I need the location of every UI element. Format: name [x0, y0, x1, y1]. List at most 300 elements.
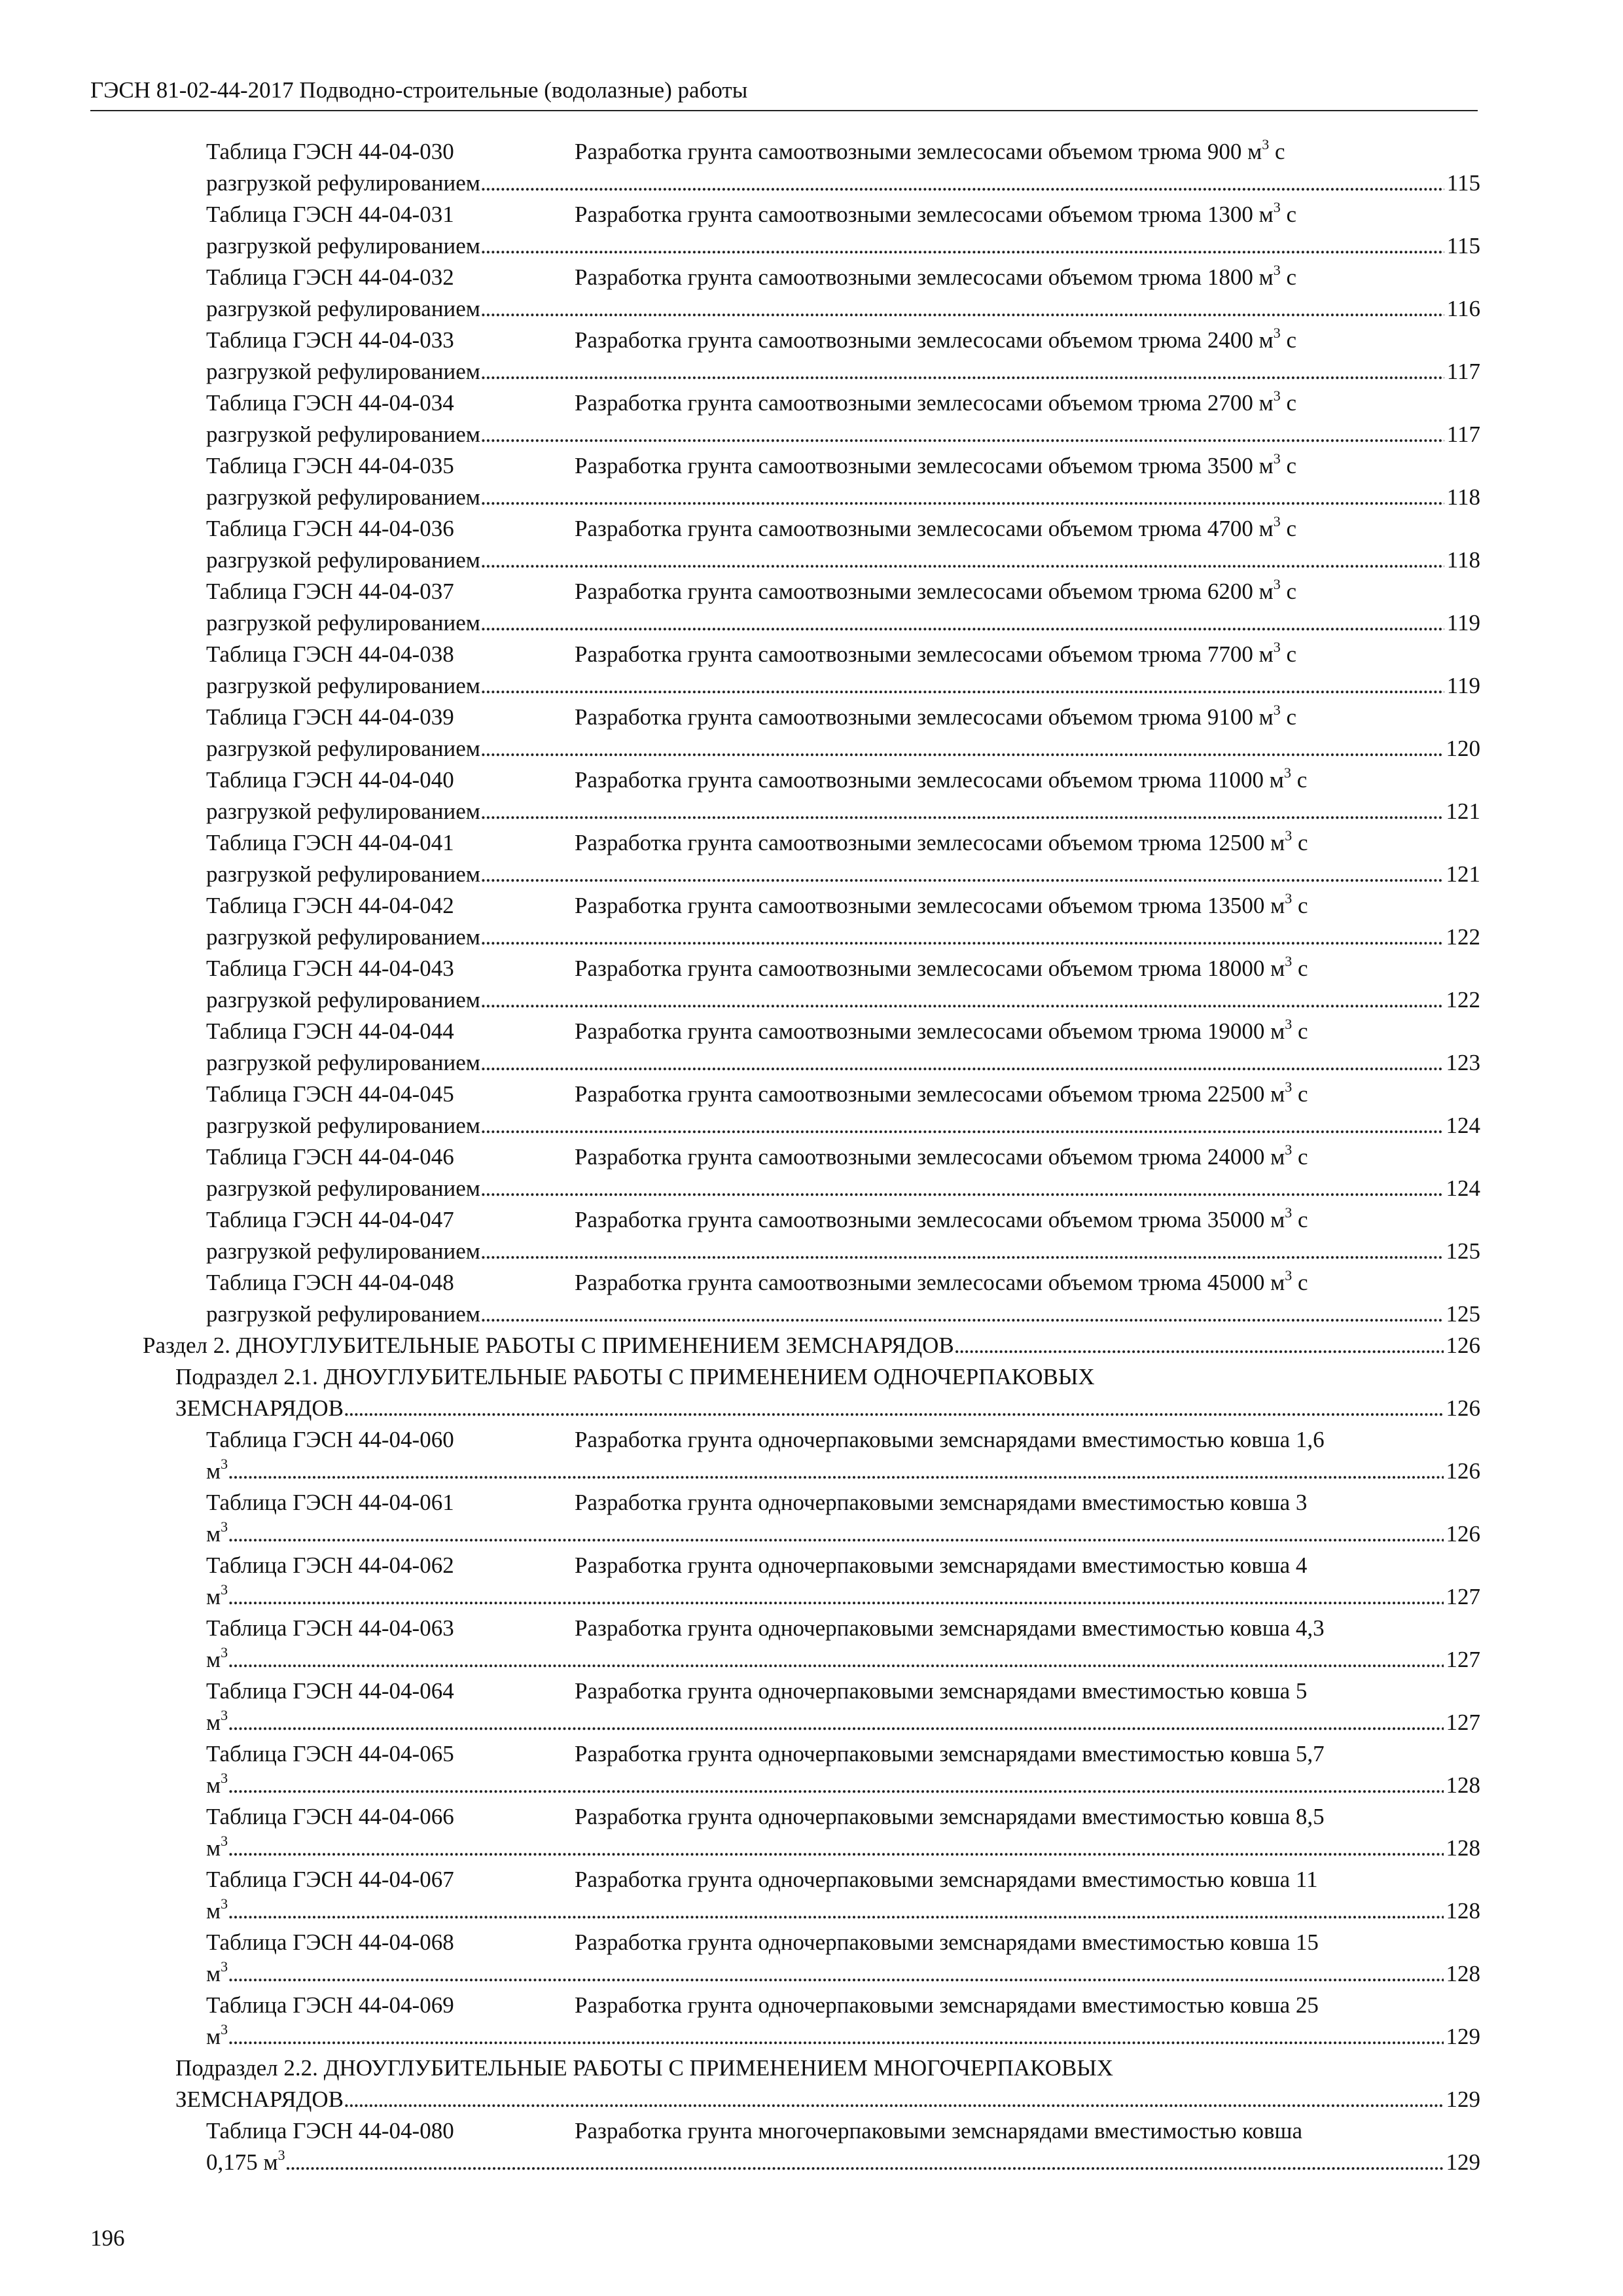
toc-entry-description-text: Разработка грунта одночерпаковыми земснарядами вместимостью ковша 25 — [575, 1992, 1319, 2018]
superscript-3: 3 — [1285, 1141, 1293, 1158]
toc-dot-leader — [228, 1644, 1443, 1676]
toc-leader — [143, 1330, 1480, 1361]
toc-entry-title-line — [206, 1927, 1480, 1958]
toc-entry-description-tail: с — [1292, 1018, 1308, 1044]
toc-entry-description-tail: с — [1280, 641, 1297, 667]
toc-entry-text-value: разгрузкой рефулированием — [206, 296, 480, 321]
toc-page-number[interactable]: 115 — [1446, 233, 1480, 259]
toc-dot-leader — [480, 796, 1444, 827]
toc-entry-leader-line — [206, 2147, 1480, 2178]
toc-entry-text — [206, 859, 480, 890]
toc-entry-code: Таблица ГЭСН 44-04-063 — [206, 1615, 454, 1641]
toc-entry-text-value: м — [206, 1584, 221, 1609]
toc-page-number[interactable]: 127 — [1446, 1647, 1480, 1672]
toc-entry-title-line — [206, 1676, 1480, 1707]
toc-entry-leader-line — [206, 922, 1480, 953]
toc-entry-description-tail: с — [1292, 830, 1308, 855]
toc-page-number[interactable]: 122 — [1446, 987, 1480, 1013]
toc-page-number[interactable]: 124 — [1446, 1175, 1480, 1201]
toc-entry-description — [575, 702, 1296, 733]
toc-leader — [206, 1581, 1480, 1613]
toc-entry-description-text: Разработка грунта самоотвозными землесосами объемом трюма 1800 м — [575, 264, 1274, 290]
toc-entry-text — [206, 1644, 228, 1676]
toc-entry-title-line — [206, 387, 1480, 419]
toc-dot-leader — [480, 168, 1444, 199]
superscript-3: 3 — [1285, 1079, 1293, 1096]
toc-entry-description-text: Разработка грунта самоотвозными землесосами объемом трюма 24000 м — [575, 1144, 1285, 1170]
toc-entry-text-value: разгрузкой рефулированием — [206, 547, 480, 573]
toc-entry-leader-line — [206, 1581, 1480, 1613]
toc-dot-leader — [480, 230, 1444, 262]
toc-entry-description-tail: с — [1280, 516, 1297, 541]
toc-entry-code: Таблица ГЭСН 44-04-060 — [206, 1427, 454, 1452]
toc-entry-code: Таблица ГЭСН 44-04-042 — [206, 893, 454, 918]
toc-leader — [206, 796, 1480, 827]
toc-leader — [206, 545, 1480, 576]
toc-dot-leader — [480, 922, 1444, 953]
toc-leader — [206, 482, 1480, 513]
toc-dot-leader — [480, 1236, 1444, 1267]
superscript-3: 3 — [221, 1895, 228, 1912]
toc-entry-description — [575, 1550, 1307, 1581]
superscript-3: 3 — [221, 1833, 228, 1850]
toc-entry-text — [206, 1833, 228, 1864]
toc-subsection-text: Подраздел 2.2. ДНОУГЛУБИТЕЛЬНЫЕ РАБОТЫ С ПРИМЕНЕНИЕМ МНОГОЧЕРПАКОВЫХ — [175, 2055, 1114, 2081]
toc-entry-description — [575, 1927, 1319, 1958]
toc-entry-code: Таблица ГЭСН 44-04-080 — [206, 2118, 454, 2144]
toc-entry-text-value: м — [206, 1772, 221, 1798]
toc-entry-code: Таблица ГЭСН 44-04-062 — [206, 1552, 454, 1578]
toc-entry-code: Таблица ГЭСН 44-04-033 — [206, 327, 454, 353]
toc-entry-leader-line — [206, 1644, 1480, 1676]
toc-page-number[interactable]: 125 — [1446, 1238, 1480, 1264]
toc-entry-description-text: Разработка грунта самоотвозными землесосами объемом трюма 1300 м — [575, 202, 1274, 227]
toc-leader — [206, 230, 1480, 262]
superscript-3: 3 — [1273, 450, 1281, 467]
toc-page-number[interactable]: 117 — [1446, 422, 1480, 447]
toc-entry-description-text: Разработка грунта самоотвозными землесосами объемом трюма 19000 м — [575, 1018, 1285, 1044]
toc-page-number[interactable]: 127 — [1446, 1710, 1480, 1735]
toc-entry-code: Таблица ГЭСН 44-04-036 — [206, 516, 454, 541]
toc-entry-description — [575, 890, 1308, 922]
toc-entry-description — [575, 2115, 1302, 2147]
toc-entry-description-tail: с — [1292, 1081, 1308, 1107]
toc-entry-code: Таблица ГЭСН 44-04-061 — [206, 1490, 454, 1515]
toc-entry-description-tail: с — [1280, 579, 1297, 604]
toc-entry-text-value: разгрузкой рефулированием — [206, 1238, 480, 1264]
toc-leader — [206, 607, 1480, 639]
toc-entry-leader-line — [206, 984, 1480, 1016]
toc-entry-text — [206, 356, 480, 387]
toc-dot-leader — [480, 1299, 1444, 1330]
toc-dot-leader — [228, 1833, 1443, 1864]
toc-entry-description-text: Разработка грунта самоотвозными землесосами объемом трюма 45000 м — [575, 1270, 1285, 1295]
toc-entry-text-value: м — [206, 1961, 221, 1986]
toc-dot-leader — [480, 419, 1444, 450]
toc-entry-title-line — [206, 136, 1480, 168]
toc-leader — [206, 1173, 1480, 1204]
superscript-3: 3 — [1273, 513, 1281, 530]
toc-entry-leader-line — [206, 1770, 1480, 1801]
toc-entry-description-text: Разработка грунта самоотвозными землесосами объемом трюма 12500 м — [575, 830, 1285, 855]
toc-entry-text-value: м — [206, 1458, 221, 1484]
toc-entry-description-tail: с — [1280, 264, 1297, 290]
toc-entry-title-line — [206, 890, 1480, 922]
toc-entry-text — [206, 922, 480, 953]
toc-entry-code: Таблица ГЭСН 44-04-041 — [206, 830, 454, 855]
toc-entry-text-value: м — [206, 2024, 221, 2049]
toc-entry-title-line — [206, 325, 1480, 356]
superscript-3: 3 — [1285, 1267, 1293, 1284]
toc-entry-text-value: разгрузкой рефулированием — [206, 610, 480, 636]
superscript-3: 3 — [1285, 1204, 1293, 1221]
toc-dot-leader — [228, 1707, 1443, 1738]
superscript-3: 3 — [221, 1518, 228, 1535]
toc-entry-description — [575, 450, 1296, 482]
toc-entry-description-text: Разработка грунта одночерпаковыми земснарядами вместимостью ковша 8,5 — [575, 1804, 1325, 1829]
toc-page-number[interactable]: 126 — [1446, 1395, 1480, 1421]
toc-entry-description — [575, 1613, 1325, 1644]
toc-entry-text — [206, 1581, 228, 1613]
toc-entry-text-value: м — [206, 1647, 221, 1672]
toc-leader — [206, 1895, 1480, 1927]
toc-dot-leader — [480, 733, 1444, 764]
toc-entry-code: Таблица ГЭСН 44-04-031 — [206, 202, 454, 227]
toc-entry-text-value: разгрузкой рефулированием — [206, 1113, 480, 1138]
toc-entry-title-line — [206, 513, 1480, 545]
toc-entry-description-tail: с — [1280, 327, 1297, 353]
toc-entry-code: Таблица ГЭСН 44-04-035 — [206, 453, 454, 478]
toc-entry-description — [575, 576, 1296, 607]
toc-entry-text — [206, 419, 480, 450]
toc-subsection-text: Подраздел 2.1. ДНОУГЛУБИТЕЛЬНЫЕ РАБОТЫ С ПРИМЕНЕНИЕМ ОДНОЧЕРПАКОВЫХ — [175, 1364, 1095, 1390]
toc-entry-leader-line — [206, 1895, 1480, 1927]
superscript-3: 3 — [221, 1581, 228, 1598]
superscript-3: 3 — [221, 1456, 228, 1473]
toc-entry-text-value: разгрузкой рефулированием — [206, 233, 480, 259]
superscript-3: 3 — [1283, 764, 1291, 781]
toc-dot-leader — [480, 1110, 1444, 1141]
toc-entry-text-value: Раздел 2. ДНОУГЛУБИТЕЛЬНЫЕ РАБОТЫ С ПРИМЕНЕНИЕМ ЗЕМСНАРЯДОВ — [143, 1333, 954, 1358]
toc-entry-description-text: Разработка грунта самоотвозными землесосами объемом трюма 35000 м — [575, 1207, 1285, 1232]
toc-entry-text — [143, 1330, 954, 1361]
toc-page-number[interactable]: 119 — [1446, 673, 1480, 698]
toc-entry-text-value: разгрузкой рефулированием — [206, 1301, 480, 1327]
toc-leader — [206, 419, 1480, 450]
toc-page-number[interactable]: 124 — [1446, 1113, 1480, 1138]
toc-entry-description — [575, 1801, 1325, 1833]
toc-leader — [206, 1456, 1480, 1487]
toc-page-number[interactable]: 128 — [1446, 1961, 1480, 1986]
toc-entry-code: Таблица ГЭСН 44-04-030 — [206, 139, 454, 164]
toc-entry-description — [575, 1424, 1325, 1456]
toc-entry-description-tail: с — [1280, 704, 1297, 730]
toc-section-line — [143, 1330, 1480, 1361]
toc-dot-leader — [344, 1393, 1443, 1424]
toc-entry-description-text: Разработка грунта самоотвозными землесосами объемом трюма 2700 м — [575, 390, 1274, 416]
toc-page-number[interactable]: 126 — [1446, 1521, 1480, 1547]
toc-leader — [206, 1958, 1480, 1990]
toc-page-number[interactable]: 116 — [1446, 296, 1480, 321]
toc-entry-description-text: Разработка грунта самоотвозными землесосами объемом трюма 2400 м — [575, 327, 1274, 353]
toc-entry-leader-line — [206, 545, 1480, 576]
toc-page-number[interactable]: 121 — [1446, 861, 1480, 887]
toc-entry-leader-line — [206, 1707, 1480, 1738]
toc-entry-description-text: Разработка грунта самоотвозными землесосами объемом трюма 3500 м — [575, 453, 1274, 478]
toc-leader — [206, 1110, 1480, 1141]
toc-entry-leader-line — [206, 2021, 1480, 2053]
toc-entry-description — [575, 1676, 1307, 1707]
toc-entry-text — [206, 1895, 228, 1927]
toc-entry-title-line — [206, 1079, 1480, 1110]
superscript-3: 3 — [221, 1958, 228, 1975]
superscript-3: 3 — [1262, 136, 1270, 153]
superscript-3: 3 — [1285, 890, 1293, 907]
toc-entry-text-value: разгрузкой рефулированием — [206, 673, 480, 698]
toc-entry-description — [575, 513, 1296, 545]
toc-entry-text-value: разгрузкой рефулированием — [206, 861, 480, 887]
toc-subsection-title — [175, 1361, 1480, 1393]
toc-entry-leader-line — [206, 1173, 1480, 1204]
toc-entry-leader-line — [206, 230, 1480, 262]
toc-page-number[interactable]: 118 — [1446, 547, 1480, 573]
toc-page-number[interactable]: 127 — [1446, 1584, 1480, 1609]
toc-leader — [206, 859, 1480, 890]
toc-entry-code: Таблица ГЭСН 44-04-068 — [206, 1929, 454, 1955]
toc-leader — [206, 356, 1480, 387]
toc-entry-description-tail: с — [1292, 1207, 1308, 1232]
toc-entry-code: Таблица ГЭСН 44-04-039 — [206, 704, 454, 730]
toc-entry-text — [206, 607, 480, 639]
toc-page-number[interactable]: 128 — [1446, 1772, 1480, 1798]
toc-page-number[interactable]: 122 — [1446, 924, 1480, 950]
toc-entry-title-line — [206, 450, 1480, 482]
toc-entry-code: Таблица ГЭСН 44-04-065 — [206, 1741, 454, 1767]
toc-entry-description-tail: с — [1269, 139, 1285, 164]
toc-page-number[interactable]: 126 — [1446, 1458, 1480, 1484]
toc-dot-leader — [228, 1895, 1443, 1927]
toc-leader — [206, 1236, 1480, 1267]
toc-entry-description-text: Разработка грунта одночерпаковыми земснарядами вместимостью ковша 4,3 — [575, 1615, 1325, 1641]
toc-leader — [175, 2084, 1480, 2115]
toc-leader — [206, 293, 1480, 325]
toc-leader — [206, 733, 1480, 764]
toc-entry-title-line — [206, 1016, 1480, 1047]
toc-entry-text — [206, 1047, 480, 1079]
toc-entry-code: Таблица ГЭСН 44-04-046 — [206, 1144, 454, 1170]
toc-entry-code: Таблица ГЭСН 44-04-040 — [206, 767, 454, 793]
toc-entry-title-line — [206, 1738, 1480, 1770]
toc-leader — [206, 1644, 1480, 1676]
toc-entry-text — [206, 2021, 228, 2053]
toc-leader — [206, 670, 1480, 702]
toc-entry-title-line — [206, 1267, 1480, 1299]
toc-entry-text — [206, 168, 480, 199]
toc-entry-code: Таблица ГЭСН 44-04-069 — [206, 1992, 454, 2018]
toc-entry-title-line — [206, 1487, 1480, 1518]
toc-dot-leader — [228, 1958, 1443, 1990]
toc-entry-text-value: разгрузкой рефулированием — [206, 422, 480, 447]
toc-entry-description — [575, 199, 1296, 230]
toc-entry-text — [206, 1173, 480, 1204]
toc-entry-text-value: ЗЕМСНАРЯДОВ — [175, 2087, 344, 2112]
superscript-3: 3 — [1285, 827, 1293, 844]
toc-entry-title-line — [206, 953, 1480, 984]
toc-entry-title-line — [206, 1141, 1480, 1173]
toc-entry-text — [206, 1236, 480, 1267]
toc-entry-code: Таблица ГЭСН 44-04-064 — [206, 1678, 454, 1704]
toc-page-number[interactable]: 123 — [1446, 1050, 1480, 1075]
toc-entry-leader-line — [206, 607, 1480, 639]
toc-entry-leader-line — [206, 859, 1480, 890]
toc-dot-leader — [480, 670, 1444, 702]
page-number: 196 — [90, 2225, 125, 2251]
toc-entry-title-line — [206, 827, 1480, 859]
toc-entry-code: Таблица ГЭСН 44-04-066 — [206, 1804, 454, 1829]
toc-entry-text — [206, 984, 480, 1016]
toc-page-number[interactable]: 129 — [1446, 2087, 1480, 2112]
toc-entry-text — [206, 733, 480, 764]
toc-entry-description-text: Разработка грунта самоотвозными землесосами объемом трюма 7700 м — [575, 641, 1274, 667]
superscript-3: 3 — [1273, 639, 1281, 656]
toc-entry-leader-line — [206, 796, 1480, 827]
toc-entry-code: Таблица ГЭСН 44-04-032 — [206, 264, 454, 290]
toc-page-number[interactable]: 128 — [1446, 1835, 1480, 1861]
toc-page-number[interactable]: 126 — [1446, 1333, 1480, 1358]
toc-entry-description — [575, 387, 1296, 419]
toc-entry-leader-line — [206, 293, 1480, 325]
toc-page-number[interactable]: 119 — [1446, 610, 1480, 636]
toc-page-number[interactable]: 125 — [1446, 1301, 1480, 1327]
toc-page-number[interactable]: 129 — [1446, 2149, 1480, 2175]
toc-entry-leader-line — [206, 1236, 1480, 1267]
superscript-3: 3 — [221, 1770, 228, 1787]
toc-entry-description-text: Разработка грунта одночерпаковыми земснарядами вместимостью ковша 11 — [575, 1867, 1318, 1892]
toc-entry-text-value: м — [206, 1835, 221, 1861]
toc-leader — [206, 922, 1480, 953]
toc-dot-leader — [480, 482, 1444, 513]
toc-entry-leader-line — [206, 1456, 1480, 1487]
toc-entry-description — [575, 1079, 1308, 1110]
superscript-3: 3 — [1273, 199, 1281, 216]
toc-leader — [206, 1299, 1480, 1330]
toc-entry-code: Таблица ГЭСН 44-04-067 — [206, 1867, 454, 1892]
toc-entry-description-text: Разработка грунта самоотвозными землесосами объемом трюма 900 м — [575, 139, 1262, 164]
toc-page-number[interactable]: 118 — [1446, 484, 1480, 510]
toc-entry-description-text: Разработка грунта самоотвозными землесосами объемом трюма 13500 м — [575, 893, 1285, 918]
toc-entry-description-tail: с — [1291, 767, 1308, 793]
toc-entry-text-value: разгрузкой рефулированием — [206, 924, 480, 950]
toc-entry-description — [575, 1204, 1308, 1236]
toc-entry-title-line — [206, 1990, 1480, 2021]
toc-entry-text — [206, 2147, 285, 2178]
toc-entry-code: Таблица ГЭСН 44-04-038 — [206, 641, 454, 667]
toc-entry-description-tail: с — [1292, 1144, 1308, 1170]
toc-leader — [206, 1707, 1480, 1738]
toc-entry-text — [206, 482, 480, 513]
toc-entry-text-value: разгрузкой рефулированием — [206, 484, 480, 510]
toc-entry-text — [206, 1707, 228, 1738]
toc-entry-title-line — [206, 1204, 1480, 1236]
toc-page-number[interactable]: 121 — [1446, 798, 1480, 824]
toc-entry-description-text: Разработка грунта одночерпаковыми земснарядами вместимостью ковша 3 — [575, 1490, 1308, 1515]
superscript-3: 3 — [221, 2021, 228, 2038]
toc-page-number[interactable]: 115 — [1446, 170, 1480, 196]
toc-entry-description-text: Разработка грунта одночерпаковыми земснарядами вместимостью ковша 4 — [575, 1552, 1308, 1578]
toc-dot-leader — [480, 1047, 1444, 1079]
toc-entry-code: Таблица ГЭСН 44-04-034 — [206, 390, 454, 416]
toc-entry-leader-line — [206, 168, 1480, 199]
toc-entry-text-value: разгрузкой рефулированием — [206, 1175, 480, 1201]
toc-entry-description-text: Разработка грунта самоотвозными землесосами объемом трюма 18000 м — [575, 956, 1285, 981]
superscript-3: 3 — [277, 2147, 285, 2164]
toc-entry-title-line — [206, 576, 1480, 607]
toc-entry-description-text: Разработка грунта одночерпаковыми земснарядами вместимостью ковша 5,7 — [575, 1741, 1325, 1767]
toc-entry-text — [206, 1456, 228, 1487]
toc-entry-description-text: Разработка грунта самоотвозными землесосами объемом трюма 6200 м — [575, 579, 1274, 604]
toc-entry-text — [206, 1958, 228, 1990]
toc-dot-leader — [228, 1518, 1443, 1550]
toc-entry-description — [575, 262, 1296, 293]
toc-dot-leader — [480, 356, 1444, 387]
toc-entry-text-value: разгрузкой рефулированием — [206, 798, 480, 824]
toc-entry-text-value: разгрузкой рефулированием — [206, 170, 480, 196]
toc-subsection-leader — [175, 2084, 1480, 2115]
toc-entry-text-value: разгрузкой рефулированием — [206, 736, 480, 761]
superscript-3: 3 — [1273, 262, 1281, 279]
toc-entry-text — [206, 1518, 228, 1550]
superscript-3: 3 — [1273, 576, 1281, 593]
toc-entry-description-tail: с — [1292, 1270, 1308, 1295]
toc-dot-leader — [480, 545, 1444, 576]
toc-entry-description-text: Разработка грунта самоотвозными землесосами объемом трюма 11000 м — [575, 767, 1284, 793]
toc-entry-description-text: Разработка грунта многочерпаковыми земснарядами вместимостью ковша — [575, 2118, 1303, 2144]
toc-entry-leader-line — [206, 1299, 1480, 1330]
toc-entry-text-value: ЗЕМСНАРЯДОВ — [175, 1395, 344, 1421]
toc-entry-description-text: Разработка грунта самоотвозными землесосами объемом трюма 22500 м — [575, 1081, 1285, 1107]
toc-entry-description-text: Разработка грунта одночерпаковыми земснарядами вместимостью ковша 15 — [575, 1929, 1319, 1955]
toc-entry-text — [206, 1299, 480, 1330]
toc-dot-leader — [228, 1581, 1443, 1613]
toc-dot-leader — [480, 1173, 1444, 1204]
toc-dot-leader — [228, 1770, 1443, 1801]
toc-page-number[interactable]: 117 — [1446, 359, 1480, 384]
toc-entry-description — [575, 1141, 1308, 1173]
toc-entry-leader-line — [206, 670, 1480, 702]
toc-entry-description — [575, 639, 1296, 670]
toc-entry-description-tail: с — [1292, 893, 1308, 918]
toc-dot-leader — [285, 2147, 1444, 2178]
toc-entry-description-tail: с — [1280, 202, 1297, 227]
toc-leader — [206, 1833, 1480, 1864]
toc-page-number[interactable]: 129 — [1446, 2024, 1480, 2049]
superscript-3: 3 — [1285, 953, 1293, 970]
toc-page-number[interactable]: 120 — [1446, 736, 1480, 761]
toc-entry-description-text: Разработка грунта одночерпаковыми земснарядами вместимостью ковша 5 — [575, 1678, 1308, 1704]
toc-entry-description — [575, 1990, 1319, 2021]
toc-entry-description — [575, 136, 1285, 168]
toc-leader — [206, 168, 1480, 199]
toc-page-number[interactable]: 128 — [1446, 1898, 1480, 1924]
toc-entry-title-line — [206, 1613, 1480, 1644]
toc-entry-title-line — [206, 1424, 1480, 1456]
toc-dot-leader — [228, 1456, 1443, 1487]
toc-entry-text — [206, 230, 480, 262]
toc-entry-description — [575, 764, 1307, 796]
toc-entry-description — [575, 1267, 1308, 1299]
toc-entry-text-value: м — [206, 1521, 221, 1547]
toc-entry-code: Таблица ГЭСН 44-04-037 — [206, 579, 454, 604]
